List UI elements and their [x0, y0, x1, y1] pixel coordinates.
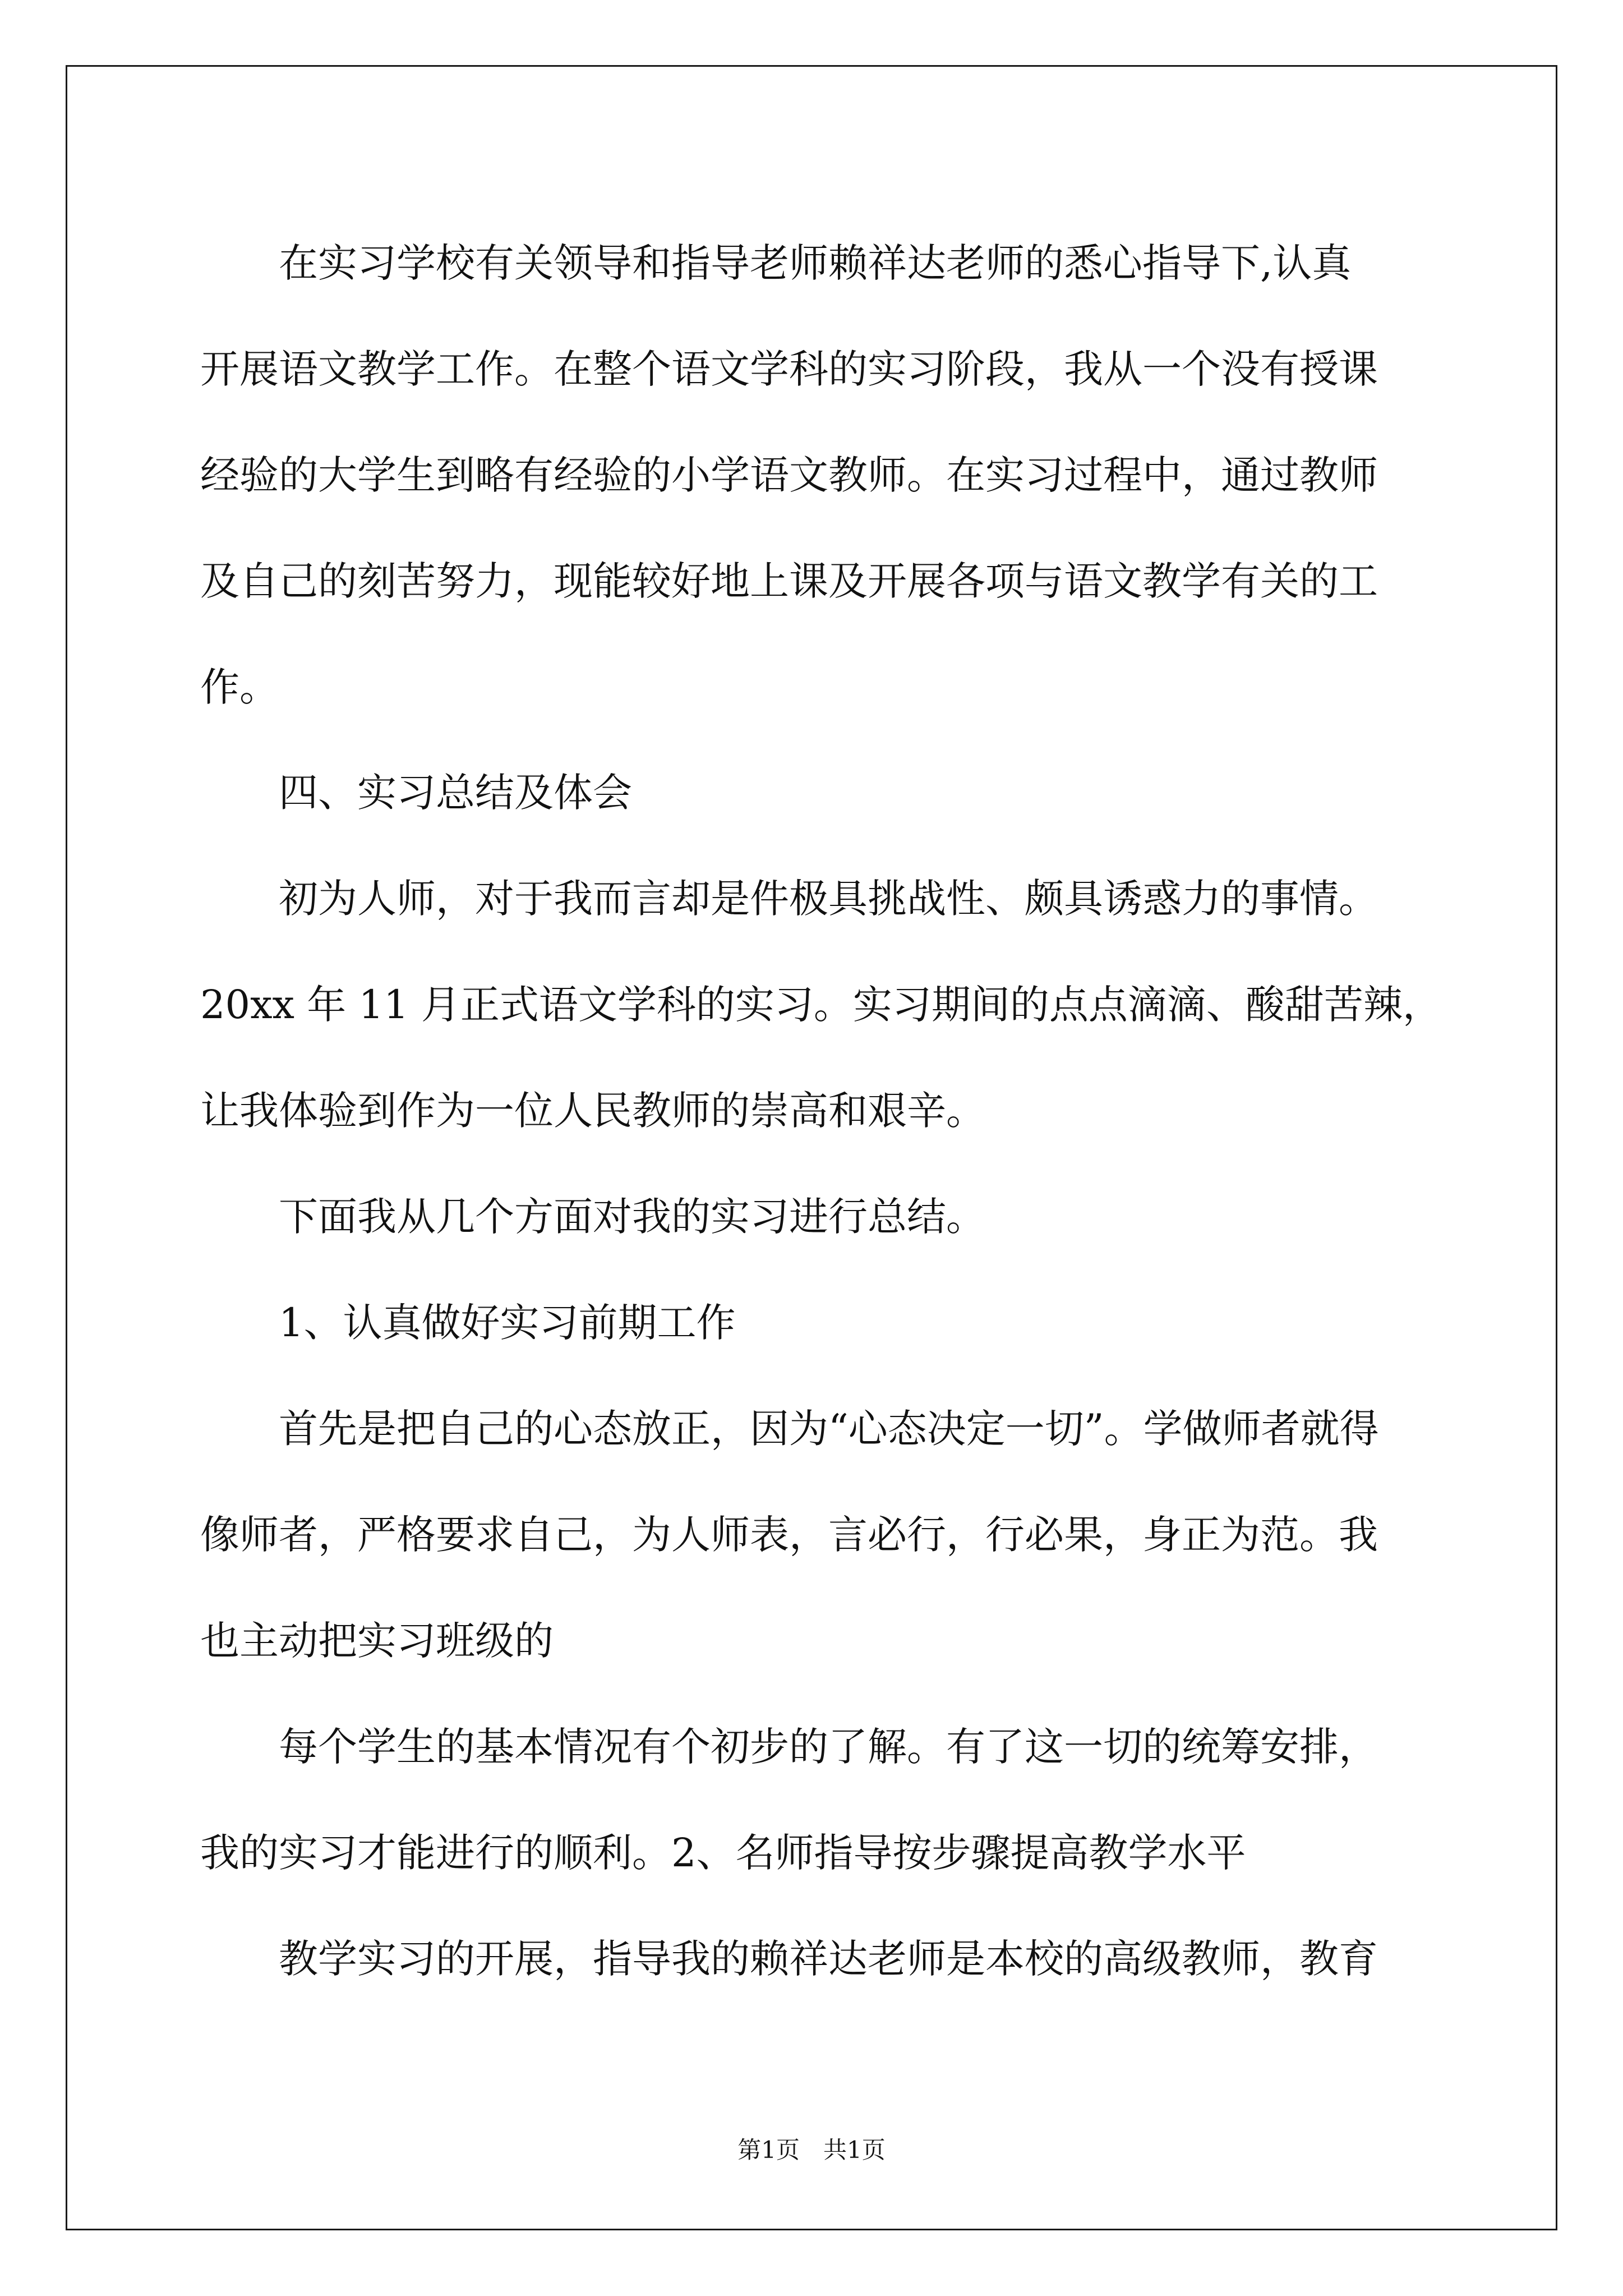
text-line: 初为人师，对于我而言却是件极具挑战性、颇具诱惑力的事情。 — [200, 876, 1378, 922]
page-footer: 第1页 共1页 — [737, 2136, 886, 2164]
text-line: 经验的大学生到略有经验的小学语文教师。在实习过程中，通过教师 — [200, 452, 1378, 498]
text-line: 首先是把自己的心态放正，因为“心态决定一切”。学做师者就得 — [200, 1406, 1379, 1452]
text-line: 也主动把实习班级的 — [200, 1618, 554, 1664]
text-line: 及自己的刻苦努力，现能较好地上课及开展各项与语文教学有关的工 — [200, 558, 1378, 604]
text-line: 20xx 年 11 月正式语文学科的实习。实习期间的点点滴滴、酸甜苦辣， — [200, 982, 1442, 1028]
text-line: 每个学生的基本情况有个初步的了解。有了这一切的统筹安排， — [200, 1724, 1378, 1770]
text-line: 作。 — [200, 664, 279, 710]
text-line: 下面我从几个方面对我的实习进行总结。 — [200, 1194, 985, 1240]
text-line: 让我体验到作为一位人民教师的崇高和艰辛。 — [200, 1088, 985, 1134]
subsection-heading: 1、认真做好实习前期工作 — [200, 1300, 736, 1346]
text-line: 像师者，严格要求自己，为人师表，言必行，行必果，身正为范。我 — [200, 1512, 1378, 1558]
text-line: 教学实习的开展，指导我的赖祥达老师是本校的高级教师，教育 — [200, 1936, 1378, 1982]
text-line: 在实习学校有关领导和指导老师赖祥达老师的悉心指导下,认真 — [200, 240, 1352, 286]
text-line: 开展语文教学工作。在整个语文学科的实习阶段，我从一个没有授课 — [200, 346, 1378, 392]
section-heading: 四、实习总结及体会 — [200, 770, 632, 816]
text-line: 我的实习才能进行的顺利。2、名师指导按步骤提高教学水平 — [200, 1830, 1246, 1876]
